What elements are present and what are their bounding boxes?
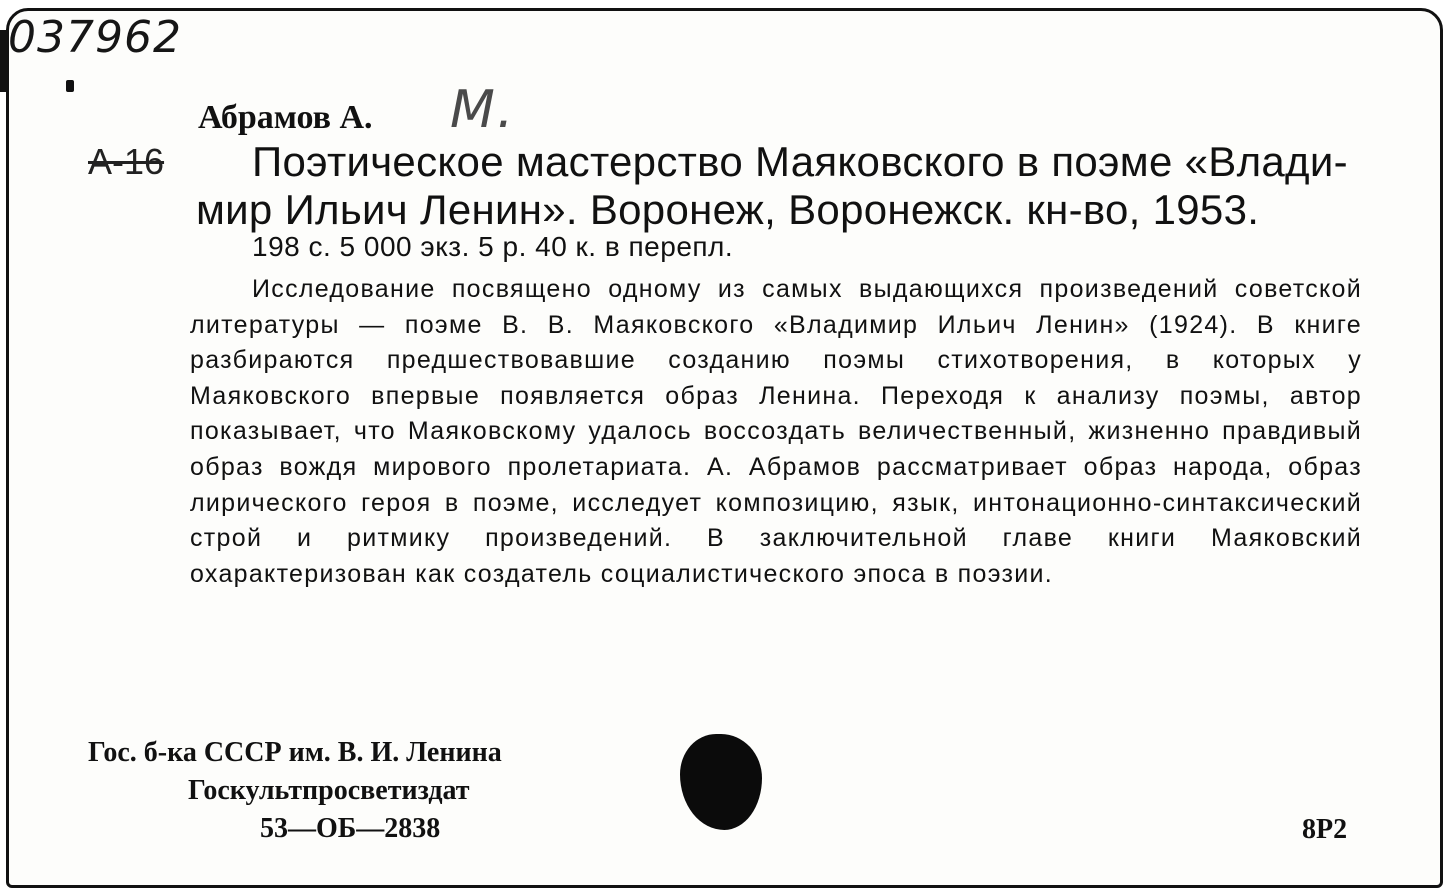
card-edge-mark bbox=[0, 30, 8, 92]
shelf-mark: А-16 bbox=[88, 141, 165, 182]
classification-code: 8Р2 bbox=[1302, 814, 1348, 845]
handwritten-inventory-number: 037962 bbox=[8, 12, 182, 63]
handwritten-author-initial: М. bbox=[450, 80, 516, 140]
annotation-text: Исследование посвящено одному из самых выдающихся произведений советской литературы — поэме В. В. Маяковского «Владимир Ильич Ленин» (1924). В книге разбираются предшествовавшие созданию поэмы стихотворения, в которых у Маяковского впервые появляется образ Ленина. Переходя к анализу поэмы, автор показывает, что Маяковскому удалось воссоздать величественный, жизненно правдивый образ вождя мирового пролетариата. А. Абрамов рассматривает образ народа, образ лирического героя в поэме, исследует композицию, язык, интонационно-синтаксический строй и ритмику произведений. В заключительной главе книги Маяковский охарактеризован как создатель социалистического эпоса в поэзии. bbox=[190, 275, 1362, 588]
book-title bbox=[196, 138, 1376, 234]
ink-mark bbox=[66, 80, 74, 92]
print-order-number: 53—ОБ—2838 bbox=[260, 813, 441, 844]
author-name: Абрамов А. bbox=[198, 99, 373, 136]
library-name: Гос. б-ка СССР им. В. И. Ленина bbox=[88, 737, 502, 768]
imprint-details: 198 с. 5 000 экз. 5 р. 40 к. в перепл. bbox=[252, 231, 734, 262]
title-line-2: мир Ильич Ленин». Воронеж, Воронежск. кн-во, 1953. bbox=[196, 186, 1260, 233]
publisher-block bbox=[88, 734, 502, 848]
publisher-name: Госкультпросветиздат bbox=[188, 775, 470, 806]
title-line-1: Поэтическое мастерство Маяковского в поэме «Влади- bbox=[252, 138, 1348, 185]
